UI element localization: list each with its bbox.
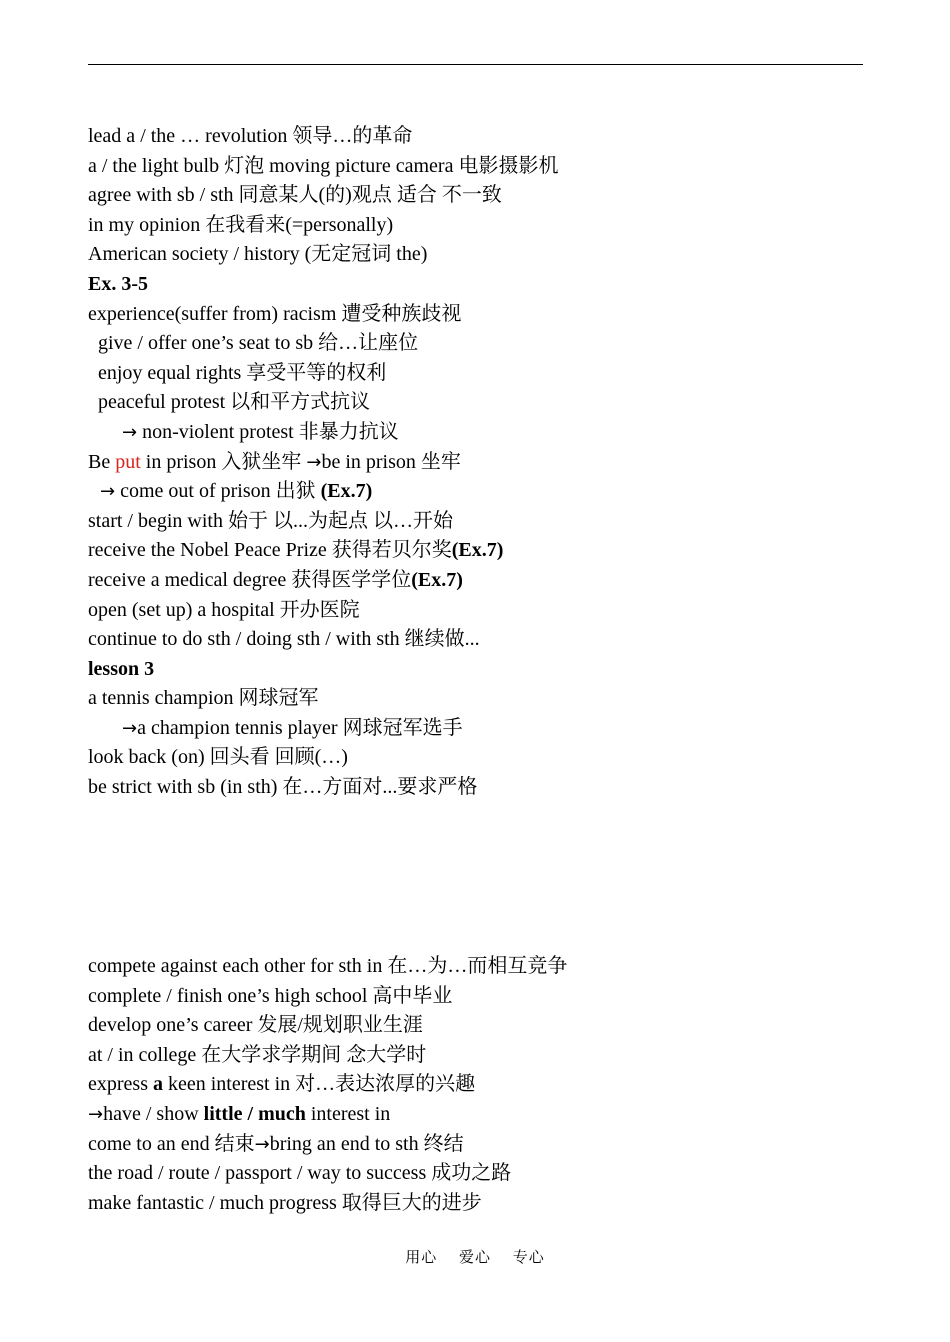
entry-text: express	[88, 1073, 153, 1096]
entry-line: lead a / the … revolution 领导…的革命	[88, 125, 413, 147]
entry-line	[88, 1070, 868, 1100]
entry-line	[88, 448, 868, 478]
entry-line: give / offer one’s seat to sb 给…让座位	[98, 332, 419, 355]
entry-line: in my opinion 在我看来(=personally)	[88, 213, 394, 236]
header-rule	[88, 64, 863, 65]
entry-line: compete against each other for sth in 在…为…而相互竞争	[88, 955, 568, 977]
arrow-right-icon: →	[122, 421, 138, 443]
entry-line: be strict with sb (in sth) 在…方面对...要求严格	[88, 776, 478, 799]
entry-line: look back (on) 回头看 回顾(…)	[88, 746, 348, 769]
entry-line: develop one’s career 发展/规划职业生涯	[88, 1014, 423, 1037]
vocab-section-2	[88, 952, 868, 1218]
entry-line: agree with sb / sth 同意某人(的)观点 适合 不一致	[88, 184, 502, 207]
entry-line: enjoy equal rights 享受平等的权利	[98, 361, 387, 384]
entry-text: bring an end to sth 终结	[269, 1132, 464, 1155]
entry-line: complete / finish one’s high school 高中毕业	[88, 984, 453, 1007]
footer-word: 爱心	[458, 1248, 491, 1266]
section-heading: Ex. 3-5	[88, 272, 148, 295]
entry-line	[88, 477, 868, 507]
entry-text: receive the Nobel Peace Prize 获得若贝尔奖	[88, 539, 452, 562]
entry-line: at / in college 在大学求学期间 念大学时	[88, 1043, 427, 1066]
emphasis-text: a	[152, 1073, 163, 1096]
entry-line: open (set up) a hospital 开办医院	[88, 598, 360, 621]
footer-word: 专心	[512, 1248, 545, 1266]
entry-text: be in prison 坐牢	[321, 450, 461, 473]
entry-line	[88, 566, 868, 596]
entry-line	[88, 418, 868, 448]
entry-text: Be	[88, 450, 116, 473]
entry-text: a champion tennis player 网球冠军选手	[137, 716, 463, 739]
arrow-right-icon: →	[88, 1103, 104, 1125]
exercise-ref: (Ex.7)	[451, 539, 504, 562]
entry-line: the road / route / passport / way to success 成功之路	[88, 1162, 512, 1185]
vocab-section-1	[88, 122, 868, 803]
arrow-right-icon: →	[254, 1133, 270, 1155]
arrow-right-icon: →	[100, 481, 116, 503]
entry-line	[88, 1130, 868, 1160]
entry-text: interest in	[305, 1102, 391, 1125]
entry-line: start / begin with 始于 以...为起点 以…开始	[88, 509, 453, 532]
entry-line: make fantastic / much progress 取得巨大的进步	[88, 1191, 482, 1214]
section-heading: lesson 3	[88, 657, 155, 680]
entry-line: a tennis champion 网球冠军	[88, 687, 319, 710]
footer-word: 用心	[405, 1248, 438, 1266]
emphasis-text: little / much	[203, 1102, 306, 1125]
page-footer	[0, 1246, 950, 1267]
entry-line: American society / history (无定冠词 the)	[88, 243, 428, 266]
entry-line: peaceful protest 以和平方式抗议	[98, 391, 371, 414]
entry-line	[88, 536, 868, 566]
entry-text: non-violent protest 非暴力抗议	[137, 420, 399, 443]
arrow-right-icon: →	[122, 717, 138, 739]
entry-text: receive a medical degree 获得医学学位	[88, 568, 412, 591]
exercise-ref: (Ex.7)	[411, 568, 463, 591]
entry-line: continue to do sth / doing sth / with sth 继续做...	[88, 628, 480, 651]
entry-line	[88, 714, 868, 744]
entry-line: a / the light bulb 灯泡 moving picture camera 电影摄影机	[88, 154, 559, 177]
entry-text: in prison 入狱坐牢	[140, 450, 307, 473]
entry-line: experience(suffer from) racism 遭受种族歧视	[88, 302, 462, 325]
entry-text: keen interest in 对…表达浓厚的兴趣	[162, 1073, 476, 1096]
entry-text: come to an end 结束	[88, 1132, 255, 1155]
entry-text: come out of prison 出狱	[115, 480, 321, 503]
entry-line	[88, 1100, 868, 1130]
arrow-right-icon: →	[306, 451, 322, 473]
exercise-ref: (Ex.7)	[320, 480, 373, 503]
entry-text: have / show	[103, 1102, 204, 1125]
highlighted-word: put	[115, 450, 141, 473]
